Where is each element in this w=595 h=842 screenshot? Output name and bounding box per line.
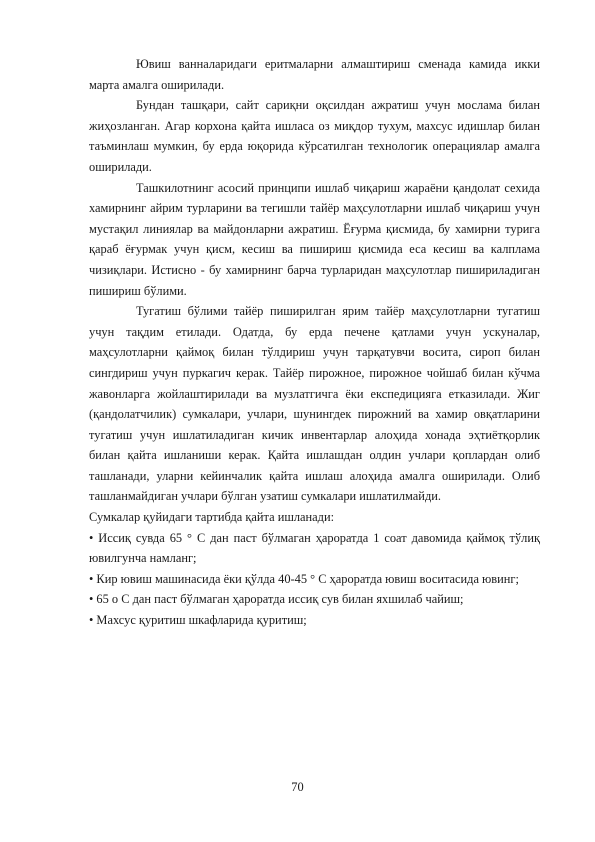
document-body xyxy=(89,54,540,631)
list-item: • Иссиқ сувда 65 ° C дан паст бўлмаган ҳароратда 1 соат давомида қаймоқ тўлиқ ювилгунча намланг; xyxy=(89,530,540,566)
list-item: • Махсус қуритиш шкафларида қуритиш; xyxy=(89,613,307,628)
paragraph-bags-processing-intro: Сумкалар қуйидаги тартибда қайта ишланади: xyxy=(89,510,335,525)
page-number: 70 xyxy=(291,780,304,794)
paragraph-bath-solutions: Ювиш ванналаридаги еритмаларни алмаштириш сменада камида икки марта амалга оширилади. xyxy=(89,57,540,92)
paragraph-organization-principle: Ташкилотнинг асосий принципи ишлаб чиқариш жараёни қандолат сехида хамирнинг айрим турларини ва тегишли тайёр маҳсулотларни ишлаб чиқариш учун мустақил линиялар ва майдонларни ажратиш. Ёғурма қисмида, бу хамирни турига қараб ёғурмак учун қисм, кесиш ва пишириш қисмида еса кесиш ва калплама чизиқлари. Истисно - бу хамирнинг барча турларидан маҳсулотлар пишириладиган пишириш бўлими. xyxy=(89,180,540,298)
list-item: • Кир ювиш машинасида ёки қўлда 40-45 ° C ҳароратда ювиш воситасида ювинг; xyxy=(89,571,519,586)
paragraph-finishing-department: Тугатиш бўлими тайёр пиширилган ярим тайёр маҳсулотларни тугатиш учун тақдим етилади. Одатда, бу ерда печене қатлами учун ускуналар, маҳсулотларни қаймоқ билан тўлдириш учун тарқатувчи восита, сироп билан сингдириш учун пуркагич керак. Тайёр пирожное, пирожное чойшаб билан кўчма жавонларга жойлаштирилади ва музлатгичга ёки експедицияга етказилади. Жиг (қандолатчилик) сумкалари, учлари, шунингдек пирожний ва хамир овқатларини тугатиш учун ишлатиладиган кичик инвентарлар алоҳида хонада эҳтиётқорлик билан қайта ишланиши керак. Қайта ишлашдан олдин учлари қоплардан олиб ташланади, уларни кейинчалик қайта ишлаш алоҳида амалга оширилади. Олиб ташланмайдиган учлари бўлган узатиш сумкалари ишлатилмайди. xyxy=(89,304,540,504)
paragraph-yolk-separation: Бундан ташқари, сайт сариқни оқсилдан ажратиш учун мослама билан жиҳозланган. Агар корхона қайта ишласа оз миқдор тухум, махсус идишлар билан таъминлаш мумкин, бу ерда юқорида кўрсатилган технологик операциялар амалга оширилади. xyxy=(89,98,540,174)
list-item: • 65 о С дан паст бўлмаган ҳароратда иссиқ сув билан яхшилаб чайиш; xyxy=(89,592,464,607)
